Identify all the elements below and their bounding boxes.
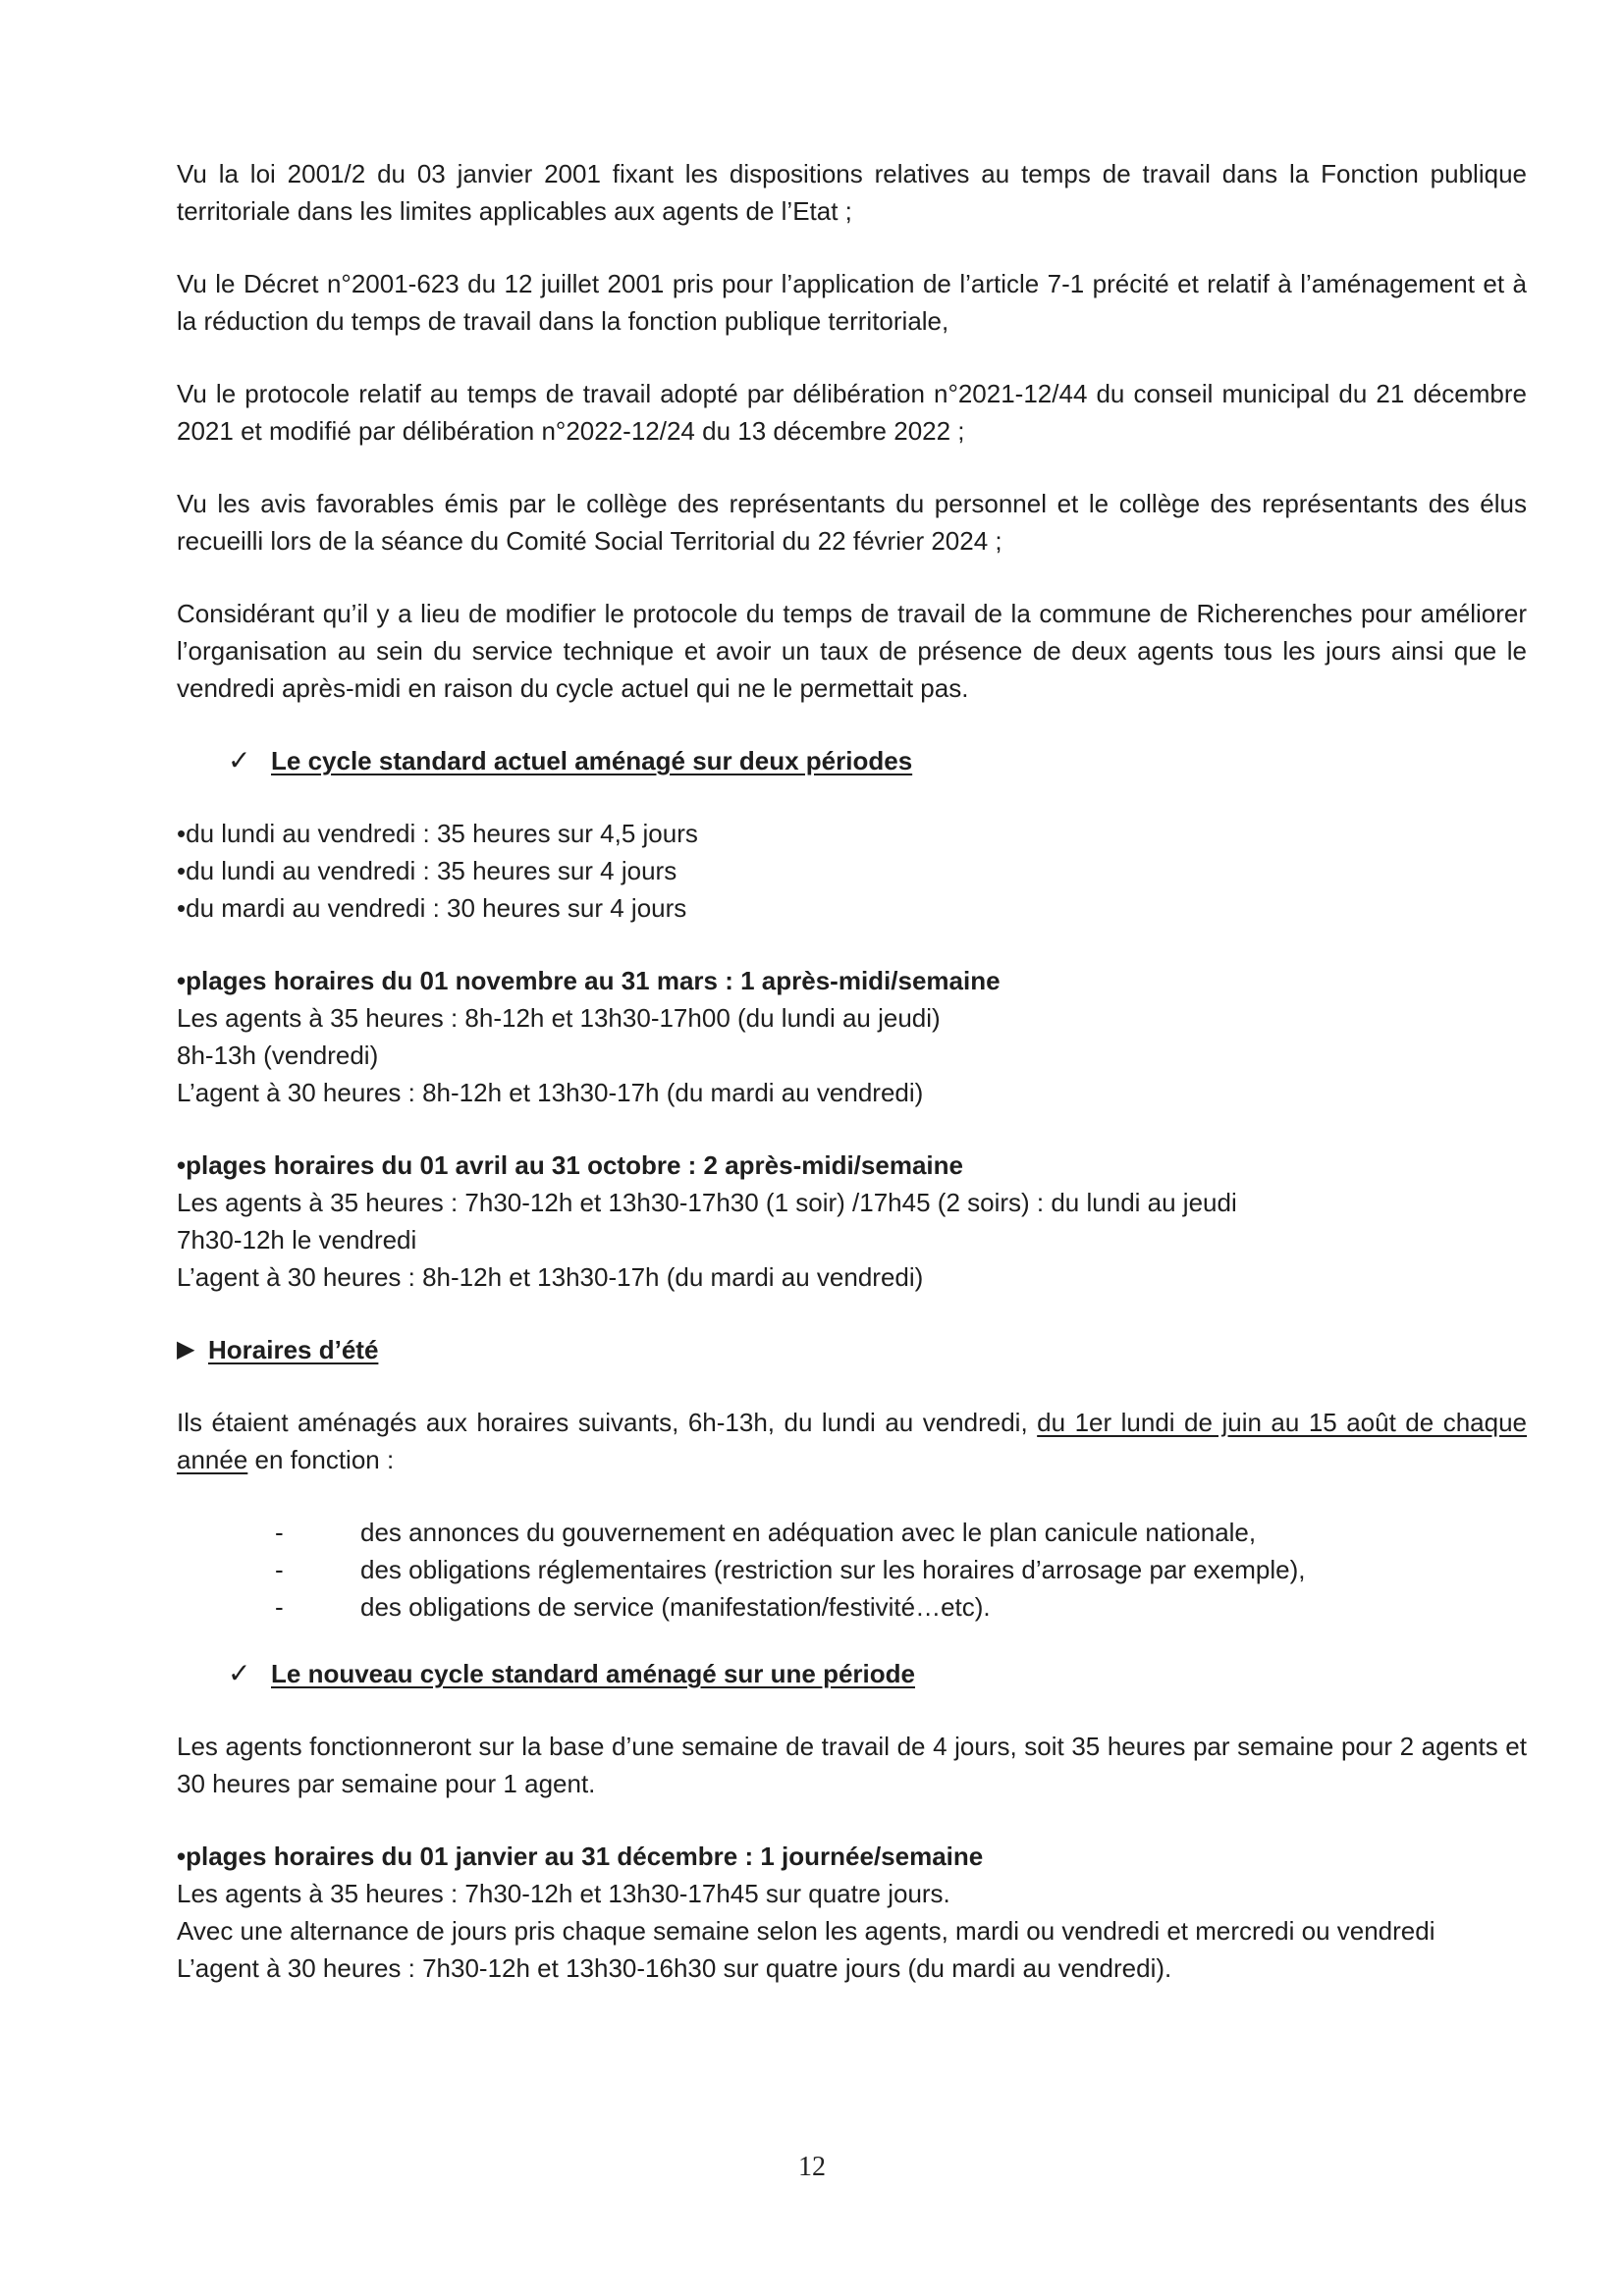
schedule-line: Les agents à 35 heures : 7h30-12h et 13h30-17h30 (1 soir) /17h45 (2 soirs) : du lundi au jeudi xyxy=(177,1188,1237,1217)
schedule-line: Les agents à 35 heures : 8h-12h et 13h30-17h00 (du lundi au jeudi) xyxy=(177,1003,941,1033)
heading-new-cycle-title: Le nouveau cycle standard aménagé sur une période xyxy=(271,1659,915,1688)
list-item-text: des obligations de service (manifestation/festivité…etc). xyxy=(360,1592,991,1622)
list-item xyxy=(177,1588,1527,1626)
current-cycle-list xyxy=(177,815,1527,927)
schedule-line: L’agent à 30 heures : 8h-12h et 13h30-17h (du mardi au vendredi) xyxy=(177,1262,924,1292)
list-item-text: des annonces du gouvernement en adéquation avec le plan canicule nationale, xyxy=(360,1518,1257,1547)
paragraph-considerant: Considérant qu’il y a lieu de modifier le protocole du temps de travail de la commune de Richerenches pour améliorer l’organisation au sein du service technique et avoir un taux de présence de deux agents tous les jours ainsi que le vendredi après-midi en raison du cycle actuel qui ne le permettait pas. xyxy=(177,599,1527,703)
schedule-line: 7h30-12h le vendredi xyxy=(177,1225,417,1255)
winter-schedule-block xyxy=(177,962,1527,1111)
page-number: 12 xyxy=(798,2152,826,2182)
paragraph-vu-decret: Vu le Décret n°2001-623 du 12 juillet 2001 pris pour l’application de l’article 7-1 précité et relatif à l’aménagement et à la réduction du temps de travail dans la fonction publique territoriale, xyxy=(177,269,1527,336)
ete-conditions-list xyxy=(177,1514,1527,1626)
dash-bullet: - xyxy=(275,1518,284,1547)
document-page xyxy=(177,155,1527,2022)
winter-schedule-heading: •plages horaires du 01 novembre au 31 mars : 1 après-midi/semaine xyxy=(177,966,1001,995)
cycle-line: •du lundi au vendredi : 35 heures sur 4,5 jours xyxy=(177,819,698,848)
alternance-text: Avec une alternance de jours pris chaque semaine selon les agents, mardi ou vendredi et mercredi ou vendredi xyxy=(177,1916,1435,1946)
ete-date-range: du 1er lundi de juin au 15 août de chaque année xyxy=(177,1408,1528,1474)
paragraph-horaires-ete xyxy=(177,1404,1527,1478)
cycle-line: •du lundi au vendredi : 35 heures sur 4 jours xyxy=(177,856,677,885)
schedule-line: L’agent à 30 heures : 8h-12h et 13h30-17h (du mardi au vendredi) xyxy=(177,1078,924,1107)
list-item-text: des obligations réglementaires (restriction sur les horaires d’arrosage par exemple), xyxy=(360,1555,1306,1584)
heading-current-cycle xyxy=(177,742,1527,779)
yearly-schedule-block xyxy=(177,1838,1527,1987)
dash-bullet: - xyxy=(275,1555,284,1584)
ete-intro-end: en fonction : xyxy=(247,1445,395,1474)
schedule-line: 8h-13h (vendredi) xyxy=(177,1041,379,1070)
paragraph-vu-loi: Vu la loi 2001/2 du 03 janvier 2001 fixant les dispositions relatives au temps de travail dans la Fonction publique territoriale dans les limites applicables aux agents de l’Etat ; xyxy=(177,159,1527,226)
heading-current-cycle-title: Le cycle standard actuel aménagé sur deux périodes xyxy=(271,746,913,775)
list-item xyxy=(177,1551,1527,1588)
list-item xyxy=(177,1514,1527,1551)
triangle-right-icon: ▶ xyxy=(177,1336,195,1362)
cycle-line: •du mardi au vendredi : 30 heures sur 4 jours xyxy=(177,893,687,923)
paragraph-vu-protocole: Vu le protocole relatif au temps de travail adopté par délibération n°2021-12/44 du conseil municipal du 21 décembre 2021 et modifié par délibération n°2022-12/24 du 13 décembre 2022 ; xyxy=(177,379,1527,446)
schedule-line: Les agents à 35 heures : 7h30-12h et 13h30-17h45 sur quatre jours. xyxy=(177,1879,950,1908)
heading-new-cycle xyxy=(177,1655,1527,1692)
heading-horaires-ete-title: Horaires d’été xyxy=(208,1335,379,1364)
summer-schedule-heading: •plages horaires du 01 avril au 31 octobre : 2 après-midi/semaine xyxy=(177,1150,963,1180)
dash-bullet: - xyxy=(275,1592,284,1622)
checkmark-icon: ✓ xyxy=(228,1658,251,1688)
ete-intro-text: Ils étaient aménagés aux horaires suivants, 6h-13h, du lundi au vendredi, xyxy=(177,1408,1038,1437)
yearly-schedule-heading: •plages horaires du 01 janvier au 31 décembre : 1 journée/semaine xyxy=(177,1842,984,1871)
summer-schedule-block xyxy=(177,1147,1527,1296)
checkmark-icon: ✓ xyxy=(228,745,251,775)
heading-horaires-ete xyxy=(177,1331,1527,1368)
schedule-line: L’agent à 30 heures : 7h30-12h et 13h30-16h30 sur quatre jours (du mardi au vendredi). xyxy=(177,1953,1172,1983)
paragraph-vu-avis: Vu les avis favorables émis par le collège des représentants du personnel et le collège des représentants des élus recueilli lors de la séance du Comité Social Territorial du 22 février 2024 ; xyxy=(177,489,1527,556)
paragraph-new-cycle: Les agents fonctionneront sur la base d’une semaine de travail de 4 jours, soit 35 heures par semaine pour 2 agents et 30 heures par semaine pour 1 agent. xyxy=(177,1732,1527,1798)
